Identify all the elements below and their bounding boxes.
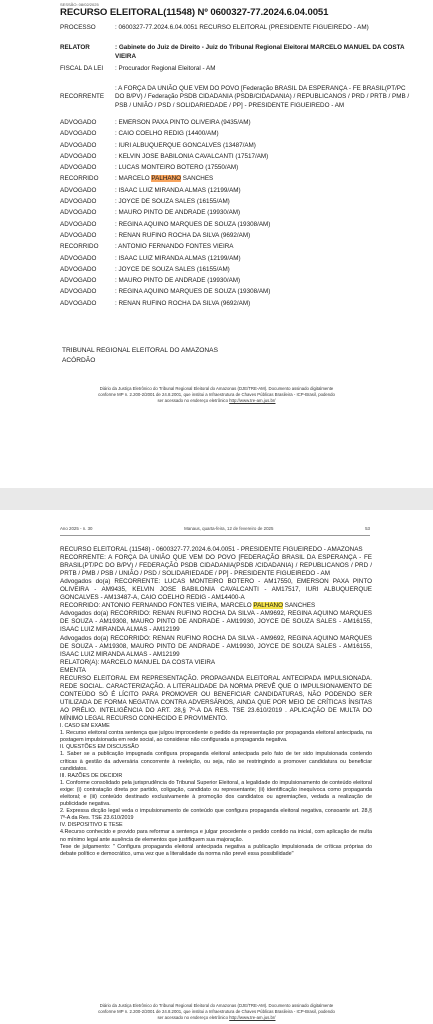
section-heading: III. RAZÕES DE DECIDIR <box>60 772 123 779</box>
footer-text: ser acessado no endereço eletrônico <box>157 398 230 404</box>
meta-row <box>60 288 410 299</box>
meta-value: : Gabinete do Juiz de Direito - Juiz do Tribunal Regional Eleitoral MARCELO MANUEL DA COSTA VIEIRA <box>115 44 405 60</box>
page-footer <box>40 1003 393 1022</box>
meta-value: : KELVIN JOSE BABILONIA CAVALCANTI (17517/AM) <box>115 152 269 160</box>
meta-value: : 0600327-77.2024.6.04.0051 RECURSO ELEITORAL (PRESIDENTE FIGUEIREDO - AM) <box>115 24 369 31</box>
meta-value: : ANTONIO FERNANDO FONTES VIEIRA <box>115 243 234 251</box>
meta-label: RECORRENTE <box>60 93 105 101</box>
footer-link[interactable]: http://www.tre-am.jus.br/ <box>229 1015 276 1021</box>
meta-value: : JOYCE DE SOUZA SALES (16155/AM) <box>115 265 230 273</box>
meta-label: RELATOR <box>60 44 90 51</box>
meta-rows-list <box>60 119 410 311</box>
case-line: RECURSO ELEITORAL (11548) - 0600327-77.2024.6.04.0051 - PRESIDENTE FIGUEIREDO - AMAZONAS <box>60 546 363 553</box>
footer-line: Diário da Justiça Eletrônico do Tribunal Regional Eleitoral do Amazonas (DJE/TRE-AM). Documento assinado digitalmente <box>99 386 334 391</box>
section-paragraph: 4.Recurso conhecido e provido para reformar a sentença e julgar procedente o pedido contido na inicial, com aplicação de multa no mínimo legal ante ausência de elementos que justifiquem sua majoração. <box>60 829 372 843</box>
meta-row <box>60 255 410 266</box>
meta-label: ADVOGADO <box>60 130 97 138</box>
document-page-2 <box>0 510 433 1024</box>
meta-row <box>60 142 410 153</box>
meta-value: : MAURO PINTO DE ANDRADE (19930/AM) <box>115 209 241 217</box>
section-heading: IV. DISPOSITIVO E TESE <box>60 822 123 829</box>
recorrido-text: RECORRIDO: ANTONIO FERNANDO FONTES VIEIRA, MARCELO <box>60 602 254 610</box>
meta-label: ADVOGADO <box>60 288 97 296</box>
meta-value: : RENAN RUFINO ROCHA DA SILVA (9692/AM) <box>115 231 251 239</box>
meta-label: ADVOGADO <box>60 254 97 262</box>
meta-value-text-end: SANCHES <box>181 175 214 183</box>
meta-value: : ISAAC LUIZ MIRANDA ALMAS (12199/AM) <box>115 186 241 194</box>
meta-label: ADVOGADO <box>60 186 97 194</box>
ementa-summary: RECURSO ELEITORAL EM REPRESENTAÇÃO. PROPAGANDA ELEITORAL ANTECIPADA IMPULSIONADA. REDE SOCIAL. CARACTERIZAÇÃO. A LITERALIDADE DA NORMA PREVÊ QUE O IMPULSIONAMENTO DE CONTEÚDO SÓ É LÍCITO PARA PROMOVER OU BENEFICIAR CANDIDATURAS, NÃO PODENDO SER UTILIZADA DE FORMA NEGATIVA CONTRA ADVERSÁRIOS, AINDA QUE POR MEIO DE CRÍTICAS ÍNSITAS AO PRÉLIO. INTELIGÊNCIA DO ART. 28,§ 7º-A DA RES. TSE 23.610/2019 . APLICAÇÃO DE MULTA DO MÍNIMO LEGAL RECURSO CONHECIDO E PROVIMENTO. <box>60 674 372 722</box>
meta-label: ADVOGADO <box>60 164 97 172</box>
meta-row <box>60 153 410 164</box>
meta-value: : JOYCE DE SOUZA SALES (16155/AM) <box>115 198 230 206</box>
meta-row <box>60 266 410 277</box>
meta-label: RECORRIDO <box>60 243 99 251</box>
ementa-heading: EMENTA <box>60 666 86 674</box>
section-heading: II. QUESTÕES EM DISCUSSÃO <box>60 744 139 751</box>
meta-value: : REGINA AQUINO MARQUES DE SOUZA (19308/AM) <box>115 288 271 296</box>
footer-line: conforme MP n. 2.200-2/2001 de 24.8.2001, que institui a Infraestrutura de Chaves Públicas Brasileira - ICP-Brasil, podendo <box>98 1009 335 1015</box>
meta-value: : RENAN RUFINO ROCHA DA SILVA (9692/AM) <box>115 299 251 307</box>
meta-label: ADVOGADO <box>60 220 97 228</box>
meta-row <box>60 44 410 65</box>
meta-row <box>60 209 410 220</box>
section-heading: I. CASO EM EXAME <box>60 723 110 730</box>
meta-row <box>60 300 410 311</box>
meta-row <box>60 198 410 209</box>
document-title: RECURSO ELEITORAL(11548) Nº 0600327-77.2024.6.04.0051 <box>60 7 329 18</box>
footer-link[interactable]: http://www.tre-am.jus.br/ <box>229 398 276 404</box>
footer-line: conforme MP n. 2.200-2/2001 de 24.8.2001, que institui a Infraestrutura de Chaves Públicas Brasileira - ICP-Brasil, podendo <box>98 392 335 398</box>
meta-value: : A FORÇA DA UNIÃO QUE VEM DO POVO [Federação BRASIL DA ESPERANÇA - FE BRASIL(PT/PC DO B/PV) / Federação PSDB CIDADANIA (PSDB/CIDADANIA) / REPUBLICANOS / PRD / PRTB / PMB / PSB / UNIÃO / PSD / SOLIDARIEDADE / PP] - PRESIDENTE FIGUEIREDO - AM <box>115 84 410 109</box>
page-footer <box>40 386 393 405</box>
meta-row <box>60 65 410 76</box>
meta-value: : EMERSON PAXA PINTO OLIVEIRA (9435/AM) <box>115 119 251 126</box>
lawyers-recorrente: Advogados do(a) RECORRENTE: LUCAS MONTEIRO BOTERO - AM17550, EMERSON PAXA PINTO OLIVEIRA - AM9435, KELVIN JOSE BABILONIA CAVALCANTI - AM17517, IURI ALBUQUERQUE GONCALVES - AM13487-A, CAIO COELHO REDIG - AM14400-A <box>60 578 372 602</box>
case-metadata <box>60 24 410 311</box>
section-paragraph: 2. Expressa dicção legal veda o impulsionamento de conteúdo que configura propaganda eleitoral negativa, consoante art. 28,§ 7º-A da Res. TSE 23.610/2019 <box>60 808 372 822</box>
meta-row <box>60 175 410 186</box>
meta-label: ADVOGADO <box>60 231 97 239</box>
meta-row <box>60 24 410 44</box>
footer-text: ser acessado no endereço eletrônico <box>157 1015 230 1021</box>
meta-value <box>115 175 410 186</box>
meta-row <box>60 164 410 175</box>
meta-value: : ISAAC LUIZ MIRANDA ALMAS (12199/AM) <box>115 254 241 262</box>
court-block <box>62 346 218 366</box>
section-paragraph: 1. Recurso eleitoral contra sentença que julgou improcedente o pedido da representação por propaganda eleitoral antecipada, na postagem impulsionada em rede social, ao considerar não configurada a propaganda negativa. <box>60 730 372 744</box>
section-paragraph: 1. Conforme consolidado pela jurisprudência do Tribunal Superior Eleitoral, a legalidade do impulsionamento de conteúdo eleitoral exige: (i) contratação direta por partido, coligação, candidato ou representante; (ii) identificação inequívoca como propaganda eleitoral; e (iii) conteúdo destinado exclusivamente à promoção dos candidatos ou agremiações, vedada a realização de publicidade negativa. <box>60 779 372 808</box>
header-issue: Ano 2025 - n. 30 <box>60 526 93 531</box>
meta-row <box>60 243 410 254</box>
document-body <box>60 546 372 858</box>
thesis-paragraph: Tese de julgamento: " Configura propaganda eleitoral antecipada negativa a publicação impulsionada de críticas próprias do debate político e democrático, uma vez que a literalidade da norma não prevê essa possibilidade" <box>60 843 372 857</box>
meta-value: : REGINA AQUINO MARQUES DE SOUZA (19308/AM) <box>115 220 271 228</box>
footer-line <box>40 1015 393 1021</box>
recorrido-paragraph <box>60 602 372 610</box>
meta-value-text: : MARCELO <box>115 175 152 183</box>
meta-row <box>60 119 410 130</box>
page-top-snippet: SESSÃO: 08/02/2025 <box>60 2 99 7</box>
meta-label: ADVOGADO <box>60 265 97 273</box>
meta-row <box>60 187 410 198</box>
recorrido-text-end: SANCHES <box>283 602 316 610</box>
lawyers-recorrido-2: Advogados do(a) RECORRIDO: RENAN RUFINO ROCHA DA SILVA - AM9692, REGINA AQUINO MARQUES DE SOUZA - AM19308, MAURO PINTO DE ANDRADE - AM19930, JOYCE DE SOUZA SALES - AM16155, ISAAC LUIZ MIRANDA ALMAS - AM12199 <box>60 634 372 658</box>
meta-value: : LUCAS MONTEIRO BOTERO (17550/AM) <box>115 164 239 172</box>
meta-value: : Procurador Regional Eleitoral - AM <box>115 65 216 72</box>
meta-row <box>60 232 410 243</box>
relator-line: RELATOR(A): MARCELO MANUEL DA COSTA VIEIRA <box>60 658 216 666</box>
section-paragraph: 1. Saber se a publicação impugnada configura propaganda eleitoral antecipada pelo fato de ter sido impulsionada contendo críticas à gestão da adversária concorrente à reeleição, ou seja, não se restringindo a promover candidatura ou beneficiar candidatos. <box>60 751 372 772</box>
meta-label: ADVOGADO <box>60 152 97 160</box>
meta-label: ADVOGADO <box>60 198 97 206</box>
header-page-number: 53 <box>365 526 370 531</box>
meta-value: : MAURO PINTO DE ANDRADE (19930/AM) <box>115 277 241 285</box>
meta-value: : IURI ALBUQUERQUE GONCALVES (13487/AM) <box>115 141 256 149</box>
meta-row <box>60 76 410 119</box>
page-header <box>60 526 370 531</box>
meta-label: PROCESSO <box>60 24 96 31</box>
highlighted-name: PALHANO <box>151 175 182 183</box>
meta-label: FISCAL DA LEI <box>60 65 104 72</box>
footer-line: Diário da Justiça Eletrônico do Tribunal Regional Eleitoral do Amazonas (DJE/TRE-AM). Documento assinado digitalmente <box>99 1003 334 1008</box>
header-rule <box>60 535 370 536</box>
highlighted-name: PALHANO <box>253 602 284 610</box>
meta-label: ADVOGADO <box>60 141 97 149</box>
acordao-label: ACÓRDÃO <box>62 357 96 364</box>
document-page-1 <box>0 0 433 488</box>
meta-label: RECORRIDO <box>60 175 99 183</box>
meta-label: ADVOGADO <box>60 277 97 285</box>
header-date: Manaus, quarta-feira, 12 de fevereiro de 2025 <box>184 526 274 531</box>
footer-line <box>40 398 393 404</box>
recorrente-paragraph: RECORRENTE: A FORÇA DA UNIÃO QUE VEM DO POVO [FEDERAÇÃO BRASIL DA ESPERANÇA - FE BRASIL(PT/PC DO B/PV) / FEDERAÇÃO PSDB CIDADANIA(PSDB /CIDADANIA) / REPUBLICANOS / PRD / PRTB / PMB / PSB / UNIÃO / PSD / SOLIDARIEDADE / PP] - PRESIDENTE FIGUEIREDO - AM <box>60 554 372 578</box>
lawyers-recorrido: Advogados do(a) RECORRIDO: RENAN RUFINO ROCHA DA SILVA - AM9692, REGINA AQUINO MARQUES DE SOUZA - AM19308, MAURO PINTO DE ANDRADE - AM19930, JOYCE DE SOUZA SALES - AM16155, ISAAC LUIZ MIRANDA ALMAS - AM12199 <box>60 610 372 634</box>
page-separator <box>0 488 433 510</box>
meta-value: : CAIO COELHO REDIG (14400/AM) <box>115 130 219 138</box>
meta-row <box>60 130 410 141</box>
meta-row <box>60 277 410 288</box>
meta-label: ADVOGADO <box>60 209 97 217</box>
court-name: TRIBUNAL REGIONAL ELEITORAL DO AMAZONAS <box>62 347 218 354</box>
meta-label: ADVOGADO <box>60 299 97 307</box>
meta-label: ADVOGADO <box>60 119 97 126</box>
meta-row <box>60 221 410 232</box>
